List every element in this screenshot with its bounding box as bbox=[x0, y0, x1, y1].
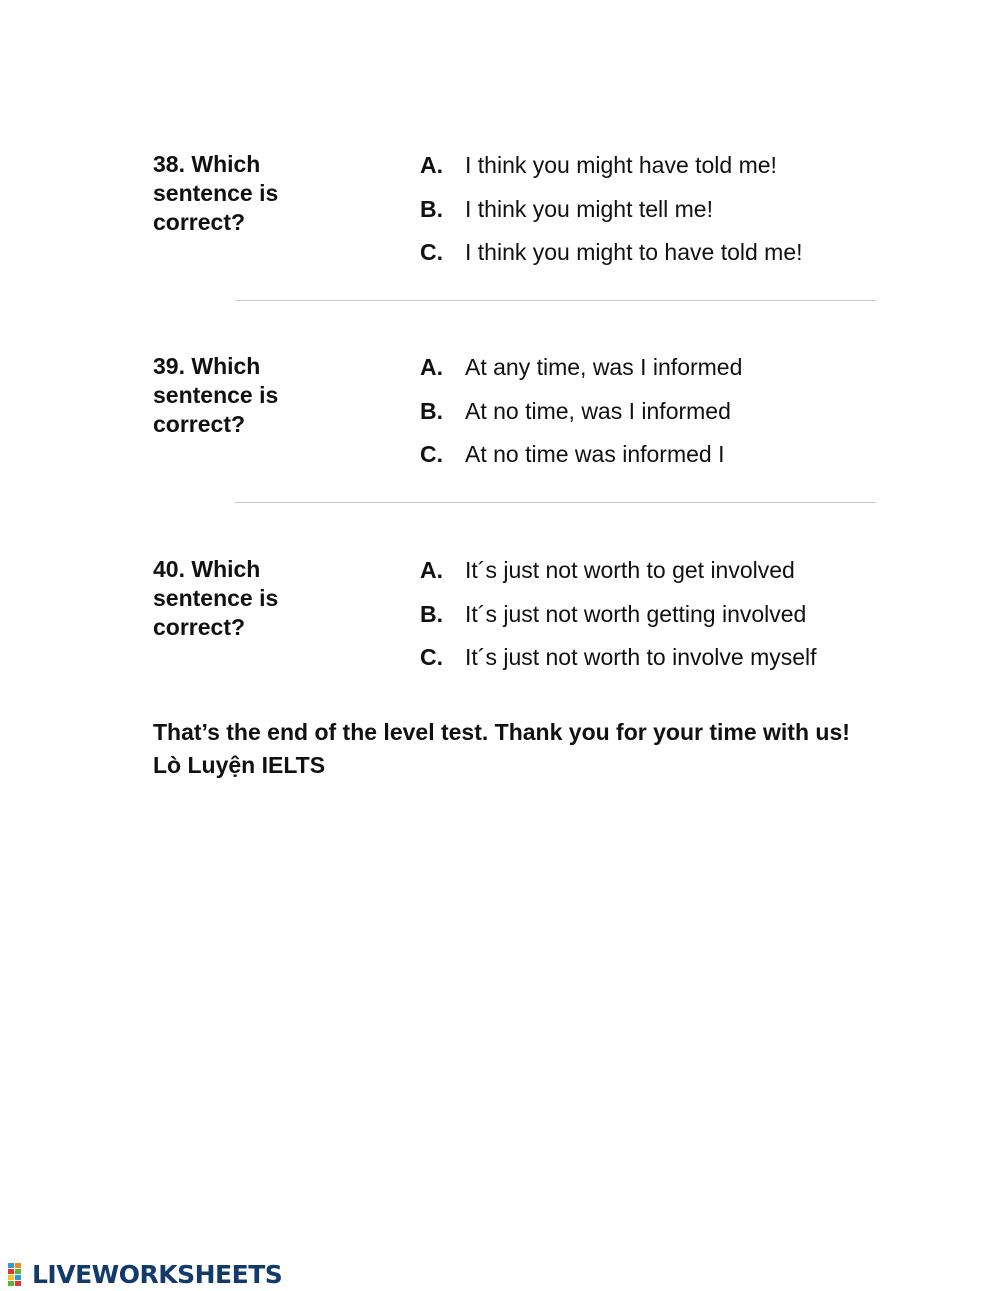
option-c[interactable] bbox=[420, 439, 890, 483]
option-letter: B. bbox=[420, 195, 443, 222]
question-title: 39. Which sentence is correct? bbox=[153, 353, 279, 437]
question-title: 40. Which sentence is correct? bbox=[153, 556, 279, 640]
option-letter: A. bbox=[420, 354, 443, 380]
option-text: It´s just not worth to get involved bbox=[465, 557, 795, 583]
option-letter: A. bbox=[420, 152, 443, 178]
closing-message: That’s the end of the level test. Thank you for your time with us! Lò Luyện IELTS bbox=[153, 719, 850, 778]
options-list bbox=[420, 352, 890, 483]
brand-footer[interactable] bbox=[8, 1259, 282, 1289]
brand-name: LIVEWORKSHEETS bbox=[32, 1259, 283, 1289]
option-letter: B. bbox=[420, 397, 443, 424]
option-text: At no time, was I informed bbox=[465, 397, 731, 424]
option-a[interactable] bbox=[420, 352, 890, 396]
options-list bbox=[420, 150, 890, 281]
option-a[interactable] bbox=[420, 555, 890, 599]
divider bbox=[235, 502, 876, 503]
option-letter: C. bbox=[420, 441, 443, 467]
option-letter: B. bbox=[420, 600, 443, 627]
option-text: It´s just not worth getting involved bbox=[465, 600, 807, 627]
option-text: At no time was informed I bbox=[465, 441, 725, 467]
option-c[interactable] bbox=[420, 237, 890, 281]
option-b[interactable] bbox=[420, 396, 890, 440]
options-list bbox=[420, 555, 890, 686]
liveworksheets-logo-icon bbox=[8, 1262, 30, 1286]
option-text: I think you might to have told me! bbox=[465, 239, 803, 265]
option-b[interactable] bbox=[420, 194, 890, 238]
option-text: It´s just not worth to involve myself bbox=[465, 644, 817, 670]
option-text: I think you might tell me! bbox=[465, 195, 713, 222]
option-b[interactable] bbox=[420, 599, 890, 643]
option-text: At any time, was I informed bbox=[465, 354, 743, 380]
option-c[interactable] bbox=[420, 642, 890, 686]
option-letter: C. bbox=[420, 644, 443, 670]
option-letter: A. bbox=[420, 557, 443, 583]
option-letter: C. bbox=[420, 239, 443, 265]
option-text: I think you might have told me! bbox=[465, 152, 777, 178]
divider bbox=[235, 300, 876, 301]
option-a[interactable] bbox=[420, 150, 890, 194]
question-title: 38. Which sentence is correct? bbox=[153, 151, 279, 235]
